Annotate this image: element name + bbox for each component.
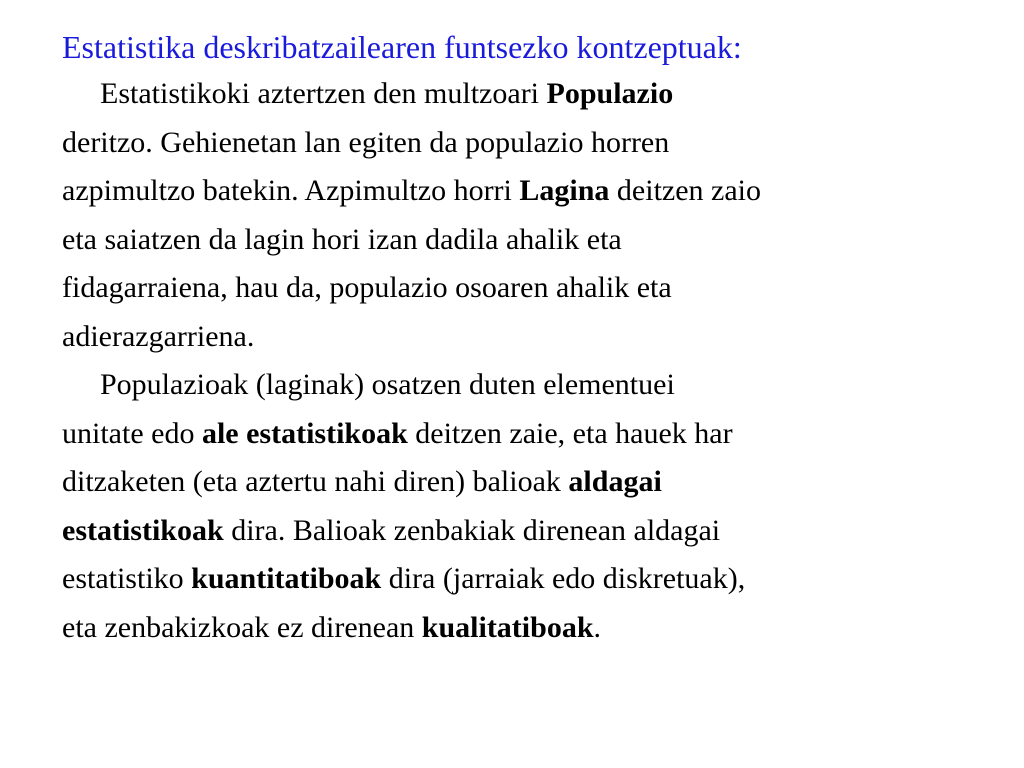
bold-term: ale estatistikoak	[201, 416, 408, 450]
text-line	[62, 313, 1002, 362]
text-line	[62, 458, 1002, 507]
text-run: ditzaketen (eta aztertu nahi diren) balioak	[62, 465, 569, 498]
text-run: deitzen zaio	[609, 174, 762, 207]
text-run: fidagarraiena, hau da, populazio osoaren ahalik eta	[62, 271, 672, 304]
text-run: estatistiko	[62, 562, 192, 595]
bold-term: kuantitatiboak	[191, 562, 382, 595]
bold-term: Populazio	[546, 77, 674, 110]
text-run: deritzo. Gehienetan lan egiten da populazio horren	[62, 125, 670, 159]
bold-term: aldagai	[568, 465, 662, 498]
text-line	[62, 410, 1002, 459]
text-line	[62, 119, 1002, 168]
text-run: Populazioak (laginak) osatzen duten elementuei	[100, 368, 675, 401]
text-line	[62, 216, 1002, 265]
text-line	[62, 555, 1002, 604]
text-run: dira (jarraiak edo diskretuak),	[381, 562, 746, 595]
bold-term: Lagina	[519, 174, 610, 207]
text-run: eta zenbakizkoak ez direnean	[62, 610, 422, 644]
text-run: .	[593, 610, 602, 644]
text-run: Estatistikoki aztertzen den multzoari	[100, 77, 547, 110]
paragraph-populazio	[62, 70, 1002, 361]
text-line	[62, 70, 1002, 119]
slide-title: Estatistika deskribatzailearen funtsezko kontzeptuak:	[62, 29, 742, 65]
text-line	[62, 604, 1002, 653]
text-run: dira. Balioak zenbakiak direnean aldagai	[223, 513, 721, 547]
text-run: deitzen zaie, eta hauek har	[407, 416, 733, 450]
text-line	[62, 264, 1002, 313]
slide-content	[62, 24, 1002, 652]
text-run: unitate edo	[62, 416, 202, 450]
text-run: azpimultzo batekin. Azpimultzo horri	[62, 174, 520, 207]
text-line	[62, 167, 1002, 216]
text-run: adierazgarriena.	[62, 319, 255, 353]
bold-term: kualitatiboak	[421, 610, 594, 644]
text-line	[62, 507, 1002, 556]
paragraph-aldagaiak	[62, 361, 1002, 652]
bold-term: estatistikoak	[62, 513, 224, 547]
text-line	[62, 361, 1002, 410]
text-run: eta saiatzen da lagin hori izan dadila ahalik eta	[62, 222, 622, 256]
